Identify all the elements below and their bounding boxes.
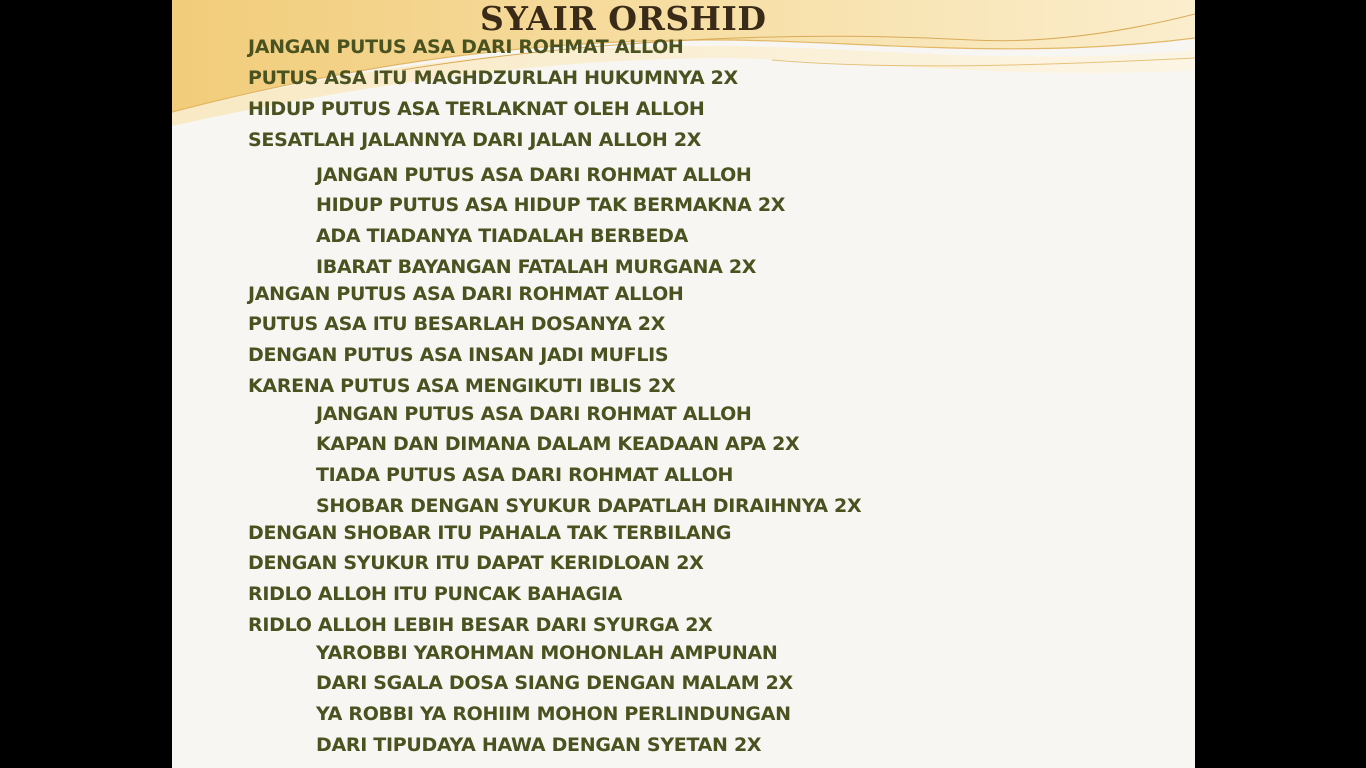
lyric-line: RIDLO ALLOH ITU PUNCAK BAHAGIA — [248, 583, 623, 605]
lyric-line: YA ROBBI YA ROHIIM MOHON PERLINDUNGAN — [316, 703, 791, 725]
lyric-line: RIDLO ALLOH LEBIH BESAR DARI SYURGA 2X — [248, 614, 713, 636]
lyric-line: ADA TIADANYA TIADALAH BERBEDA — [316, 225, 689, 247]
lyric-line: HIDUP PUTUS ASA HIDUP TAK BERMAKNA 2X — [316, 194, 786, 216]
lyric-line: PUTUS ASA ITU BESARLAH DOSANYA 2X — [248, 313, 666, 335]
page-title: SYAIR ORSHID — [480, 0, 767, 38]
lyric-line: DARI TIPUDAYA HAWA DENGAN SYETAN 2X — [316, 734, 762, 756]
lyric-line: JANGAN PUTUS ASA DARI ROHMAT ALLOH — [248, 36, 684, 58]
lyric-line: JANGAN PUTUS ASA DARI ROHMAT ALLOH — [316, 403, 752, 425]
lyric-line: TIADA PUTUS ASA DARI ROHMAT ALLOH — [316, 464, 734, 486]
lyric-line: DARI SGALA DOSA SIANG DENGAN MALAM 2X — [316, 672, 793, 694]
slide — [172, 0, 1195, 768]
lyric-line: DENGAN SHOBAR ITU PAHALA TAK TERBILANG — [248, 522, 732, 544]
lyric-line: SESATLAH JALANNYA DARI JALAN ALLOH 2X — [248, 129, 702, 151]
lyric-line: SHOBAR DENGAN SYUKUR DAPATLAH DIRAIHNYA 2X — [316, 495, 862, 517]
lyric-line: DENGAN SYUKUR ITU DAPAT KERIDLOAN 2X — [248, 552, 704, 574]
lyric-line: DENGAN PUTUS ASA INSAN JADI MUFLIS — [248, 344, 669, 366]
lyric-line: PUTUS ASA ITU MAGHDZURLAH HUKUMNYA 2X — [248, 67, 738, 89]
lyric-line: IBARAT BAYANGAN FATALAH MURGANA 2X — [316, 256, 757, 278]
lyric-line: KAPAN DAN DIMANA DALAM KEADAAN APA 2X — [316, 433, 800, 455]
lyric-line: JANGAN PUTUS ASA DARI ROHMAT ALLOH — [248, 283, 684, 305]
lyric-line: JANGAN PUTUS ASA DARI ROHMAT ALLOH — [316, 164, 752, 186]
lyric-line: KARENA PUTUS ASA MENGIKUTI IBLIS 2X — [248, 375, 676, 397]
lyric-line: HIDUP PUTUS ASA TERLAKNAT OLEH ALLOH — [248, 98, 705, 120]
lyric-line: YAROBBI YAROHMAN MOHONLAH AMPUNAN — [316, 642, 778, 664]
